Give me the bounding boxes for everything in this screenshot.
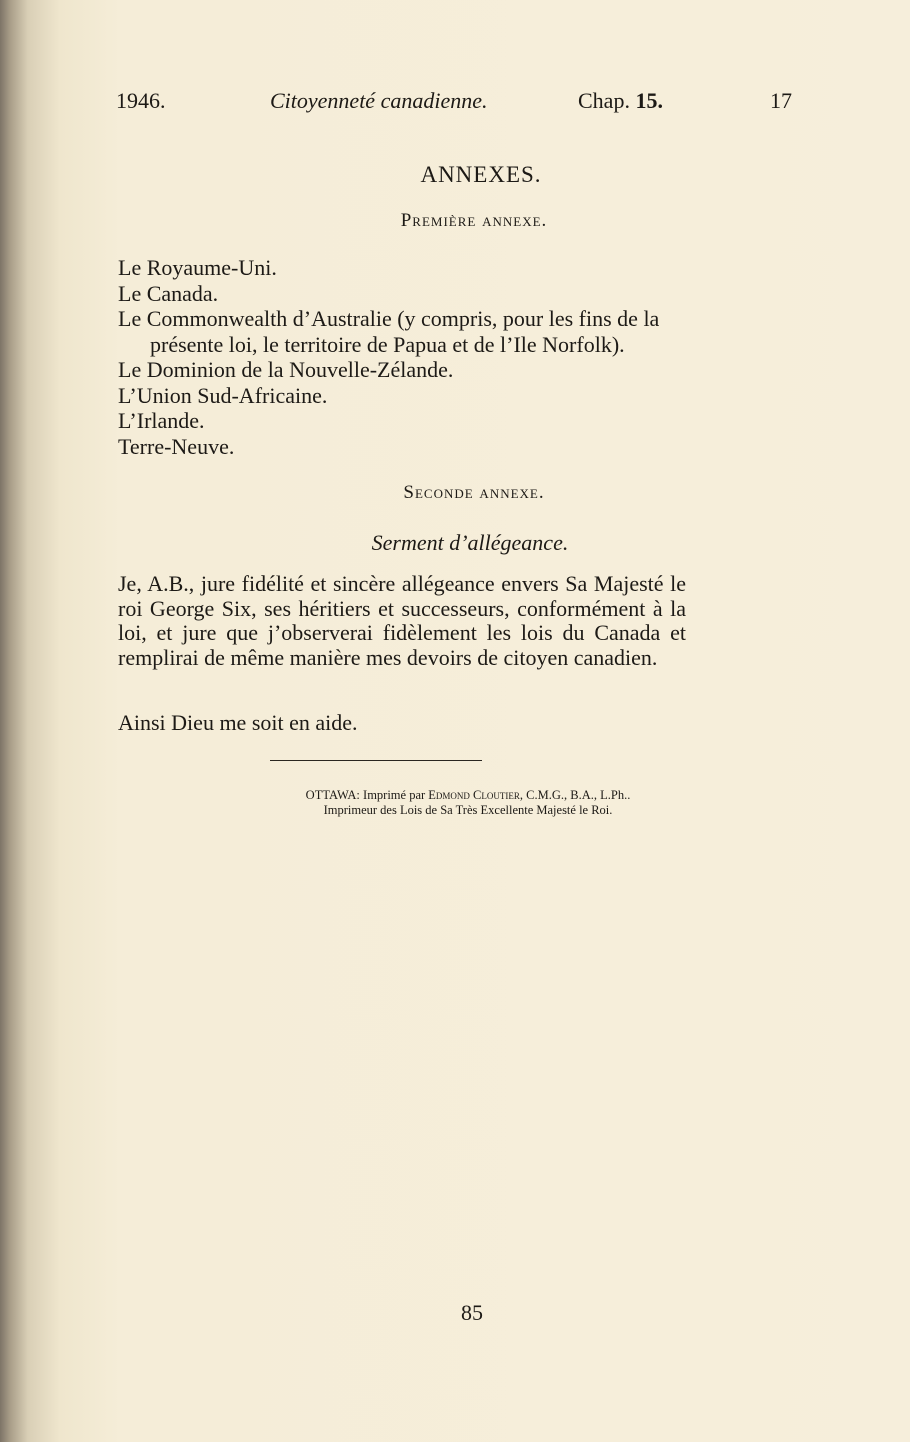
imprint (0, 788, 910, 818)
oath-subtitle: Serment d’allégeance. (371, 530, 569, 555)
running-head (116, 88, 796, 118)
divider (270, 760, 482, 761)
imprint-line-1 (26, 788, 910, 803)
list-item: Le Commonwealth d’Australie (y compris, pour les fins de la présente loi, le territoire de Papua et de l’Ile Norfolk). (118, 306, 660, 357)
annexes-heading: ANNEXES. (420, 162, 542, 187)
second-schedule-heading: Seconde annexe. (403, 482, 545, 503)
list-item: Le Canada. (118, 280, 219, 306)
running-head-page-number: 17 (770, 88, 792, 113)
running-head-chapter (578, 88, 663, 114)
imprint-suffix: , C.M.G., B.A., L.Ph.. (519, 788, 631, 802)
imprint-prefix: OTTAWA: Imprimé par (305, 788, 429, 802)
chapter-label: Chap. (578, 88, 630, 113)
oath-text: Je, A.B., jure fidélité et sincère allégeance envers Sa Majesté le roi George Six, ses héritiers et successeurs, conformément à la loi, et jure que j’observerai fidèlement les lois du Canada et remplirai de même manière mes devoirs de citoyen canadien. (118, 571, 686, 670)
list-item: Le Royaume-Uni. (118, 255, 277, 280)
first-schedule-heading: Première annexe. (400, 210, 548, 231)
list-item: L’Irlande. (118, 408, 205, 433)
list-item: Terre-Neuve. (118, 433, 235, 459)
running-head-title: Citoyenneté canadienne. (270, 88, 488, 113)
running-head-year: 1946. (116, 88, 166, 113)
list-item: Le Dominion de la Nouvelle-Zélande. (118, 357, 454, 382)
first-schedule-list (118, 255, 718, 459)
oath-closing: Ainsi Dieu me soit en aide. (118, 710, 358, 735)
folio-number: 85 (461, 1300, 483, 1325)
chapter-number: 15. (635, 88, 663, 113)
list-item: L’Union Sud-Africaine. (118, 382, 328, 408)
imprint-line-2: Imprimeur des Lois de Sa Très Excellente Majesté le Roi. (323, 803, 613, 817)
printer-name: Edmond Cloutier (428, 788, 520, 802)
